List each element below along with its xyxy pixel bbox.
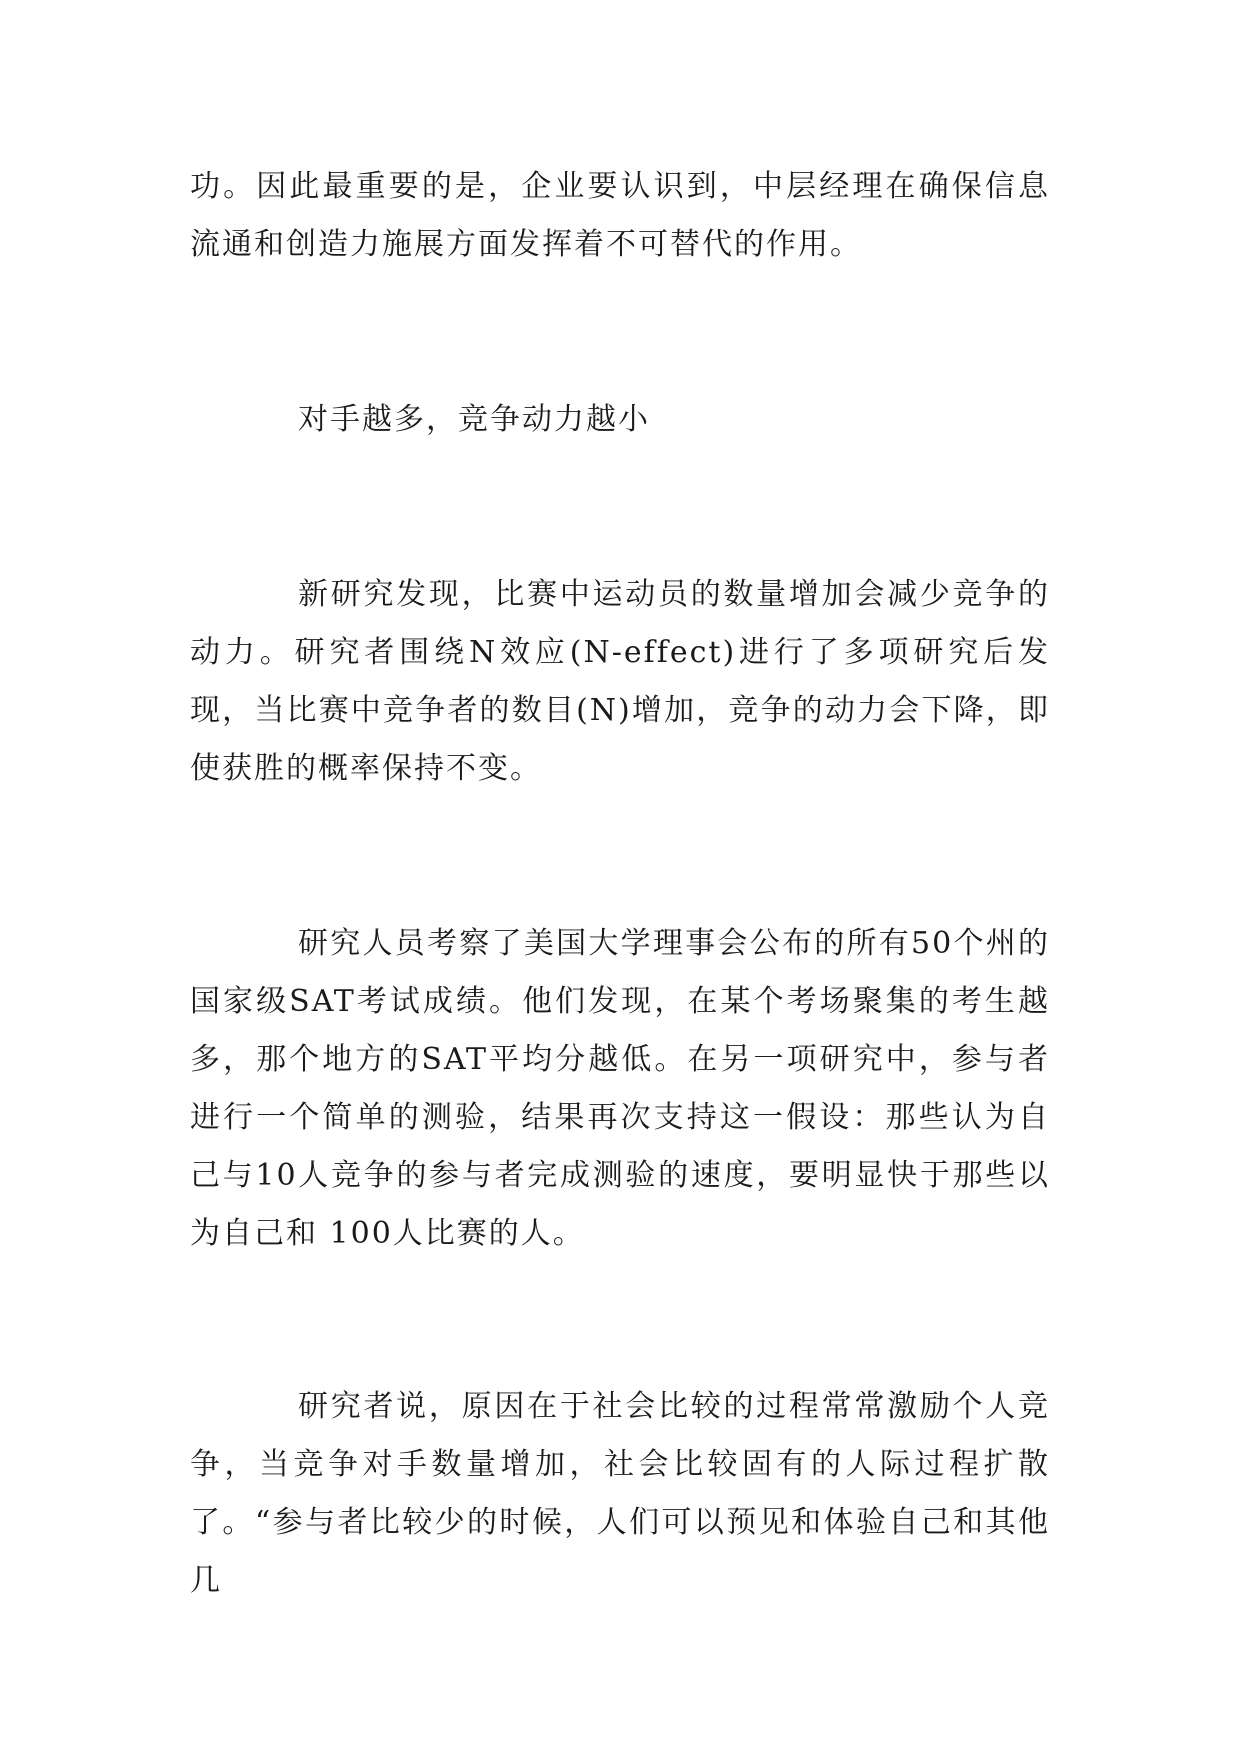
paragraph-social-comparison: 研究者说，原因在于社会比较的过程常常激励个人竞争，当竞争对手数量增加，社会比较固有的人际过程扩散了。“参与者比较少的时候，人们可以预见和体验自己和其他几: [190, 1389, 1050, 1598]
paragraph-n-effect: 新研究发现，比赛中运动员的数量增加会减少竞争的动力。研究者围绕N效应(N-effect)进行了多项研究后发现，当比赛中竞争者的数目(N)增加，竞争的动力会下降，即使获胜的概率保持不变。: [190, 577, 1050, 786]
paragraph-sat-study: 研究人员考察了美国大学理事会公布的所有50个州的国家级SAT考试成绩。他们发现，在某个考场聚集的考生越多，那个地方的SAT平均分越低。在另一项研究中，参与者进行一个简单的测验，结果再次支持这一假设：那些认为自己与10人竞争的参与者完成测验的速度，要明显快于那些以为自己和 100人比赛的人。: [190, 926, 1050, 1251]
paragraph-continued: 功。因此最重要的是，企业要认识到，中层经理在确保信息流通和创造力施展方面发挥着不可替代的作用。: [190, 169, 1050, 262]
section-heading: 对手越多，竞争动力越小: [298, 402, 650, 437]
